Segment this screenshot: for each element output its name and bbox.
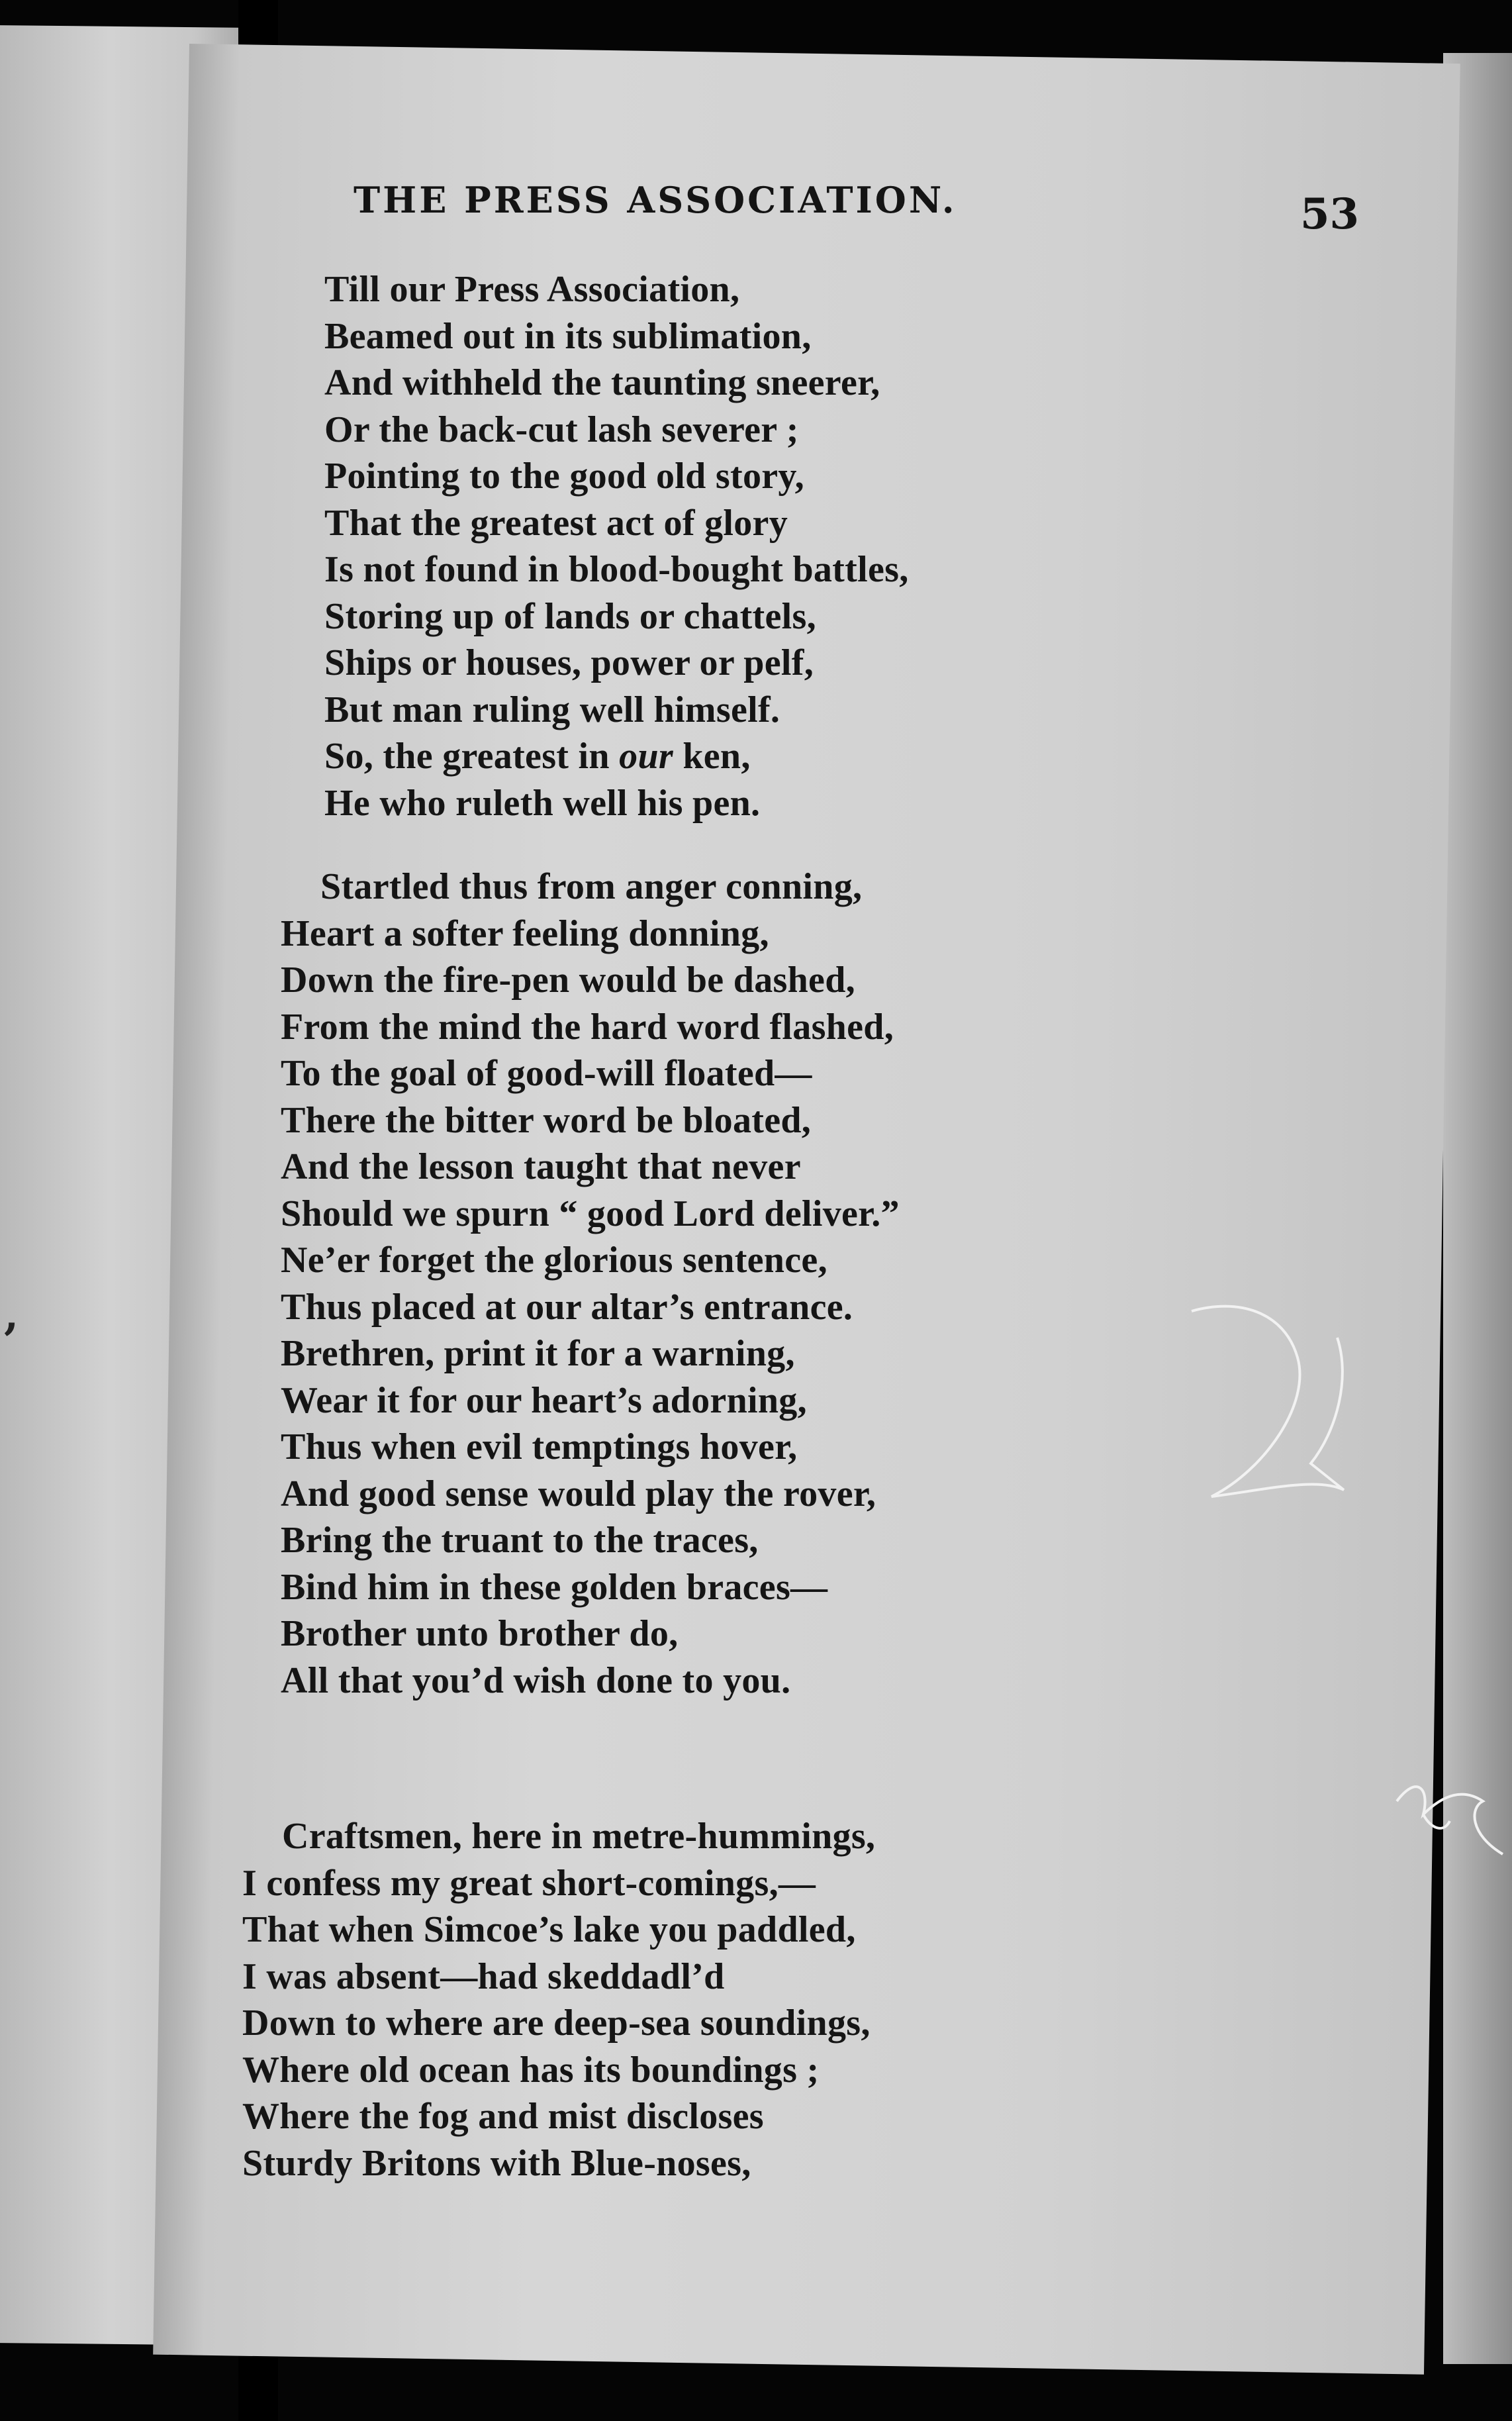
verse-line: From the mind the hard word flashed,	[281, 1006, 894, 1048]
verse-line-end: ken,	[683, 736, 751, 777]
verse-line: Storing up of lands or chattels,	[324, 595, 816, 637]
verse-line: And the lesson taught that never	[281, 1146, 801, 1187]
verse-line: I was absent—had skeddadl’d	[242, 1955, 725, 1997]
verse-line: That when Simcoe’s lake you paddled,	[242, 1909, 856, 1950]
verse-line: Thus placed at our altar’s entrance.	[281, 1286, 853, 1328]
verse-line: To the goal of good-will floated—	[281, 1053, 812, 1094]
verse-line: Down the fire-pen would be dashed,	[281, 960, 855, 1001]
verse-line: Ne’er forget the glorious sentence,	[281, 1240, 827, 1281]
emphasized-word: our	[619, 736, 673, 777]
verse-line: And withheld the taunting sneerer,	[324, 362, 880, 403]
verse-line: Ships or houses, power or pelf,	[324, 642, 814, 683]
verse-line: Down to where are deep-sea soundings,	[242, 2002, 871, 2044]
verse-line: That the greatest act of glory	[324, 502, 788, 544]
verse-line: Brethren, print it for a warning,	[281, 1333, 795, 1374]
verse-line-start: So, the greatest in	[324, 736, 610, 777]
verse-line: Till our Press Association,	[324, 269, 740, 310]
page-number: 53	[1300, 189, 1360, 239]
stanza-3	[242, 1813, 875, 2187]
verse-line: Wear it for our heart’s adorning,	[281, 1379, 807, 1421]
verse-line: Thus when evil temptings hover,	[281, 1426, 798, 1467]
verse-line: Or the back-cut lash severer ;	[324, 409, 799, 450]
verse-line: Brother unto brother do,	[281, 1613, 679, 1654]
stanza-1	[324, 266, 909, 826]
verse-line-with-emphasis	[324, 733, 909, 780]
verse-line: I confess my great short-comings,—	[242, 1862, 816, 1904]
previous-page-fragment: ,	[4, 1290, 19, 1340]
verse-line: Bind him in these golden braces—	[281, 1566, 828, 1608]
running-head: THE PRESS ASSOCIATION.	[354, 179, 957, 221]
stanza-2	[281, 864, 900, 1704]
verse-line: He who ruleth well his pen.	[324, 782, 761, 824]
scan-scratch-mark	[1185, 1298, 1384, 1550]
verse-line: But man ruling well himself.	[324, 689, 780, 730]
verse-line: Sturdy Britons with Blue-noses,	[242, 2142, 751, 2184]
verse-line: And good sense would play the rover,	[281, 1473, 876, 1514]
verse-line: Startled thus from anger conning,	[320, 866, 863, 907]
verse-line: Heart a softer feeling donning,	[281, 913, 769, 954]
scan-scratch-mark	[1390, 1761, 1512, 1867]
verse-line: Beamed out in its sublimation,	[324, 315, 812, 357]
verse-line: Should we spurn “ good Lord deliver.”	[281, 1193, 900, 1234]
verse-line: Where the fog and mist discloses	[242, 2096, 764, 2137]
verse-line: Is not found in blood-bought battles,	[324, 549, 909, 590]
verse-line: Bring the truant to the traces,	[281, 1520, 759, 1561]
verse-line: Where old ocean has its boundings ;	[242, 2049, 820, 2091]
verse-line: Pointing to the good old story,	[324, 456, 804, 497]
page-header	[354, 179, 1360, 252]
verse-line: Craftsmen, here in metre-hummings,	[282, 1816, 876, 1857]
verse-line: There the bitter word be bloated,	[281, 1099, 812, 1141]
verse-line: All that you’d wish done to you.	[281, 1659, 791, 1701]
